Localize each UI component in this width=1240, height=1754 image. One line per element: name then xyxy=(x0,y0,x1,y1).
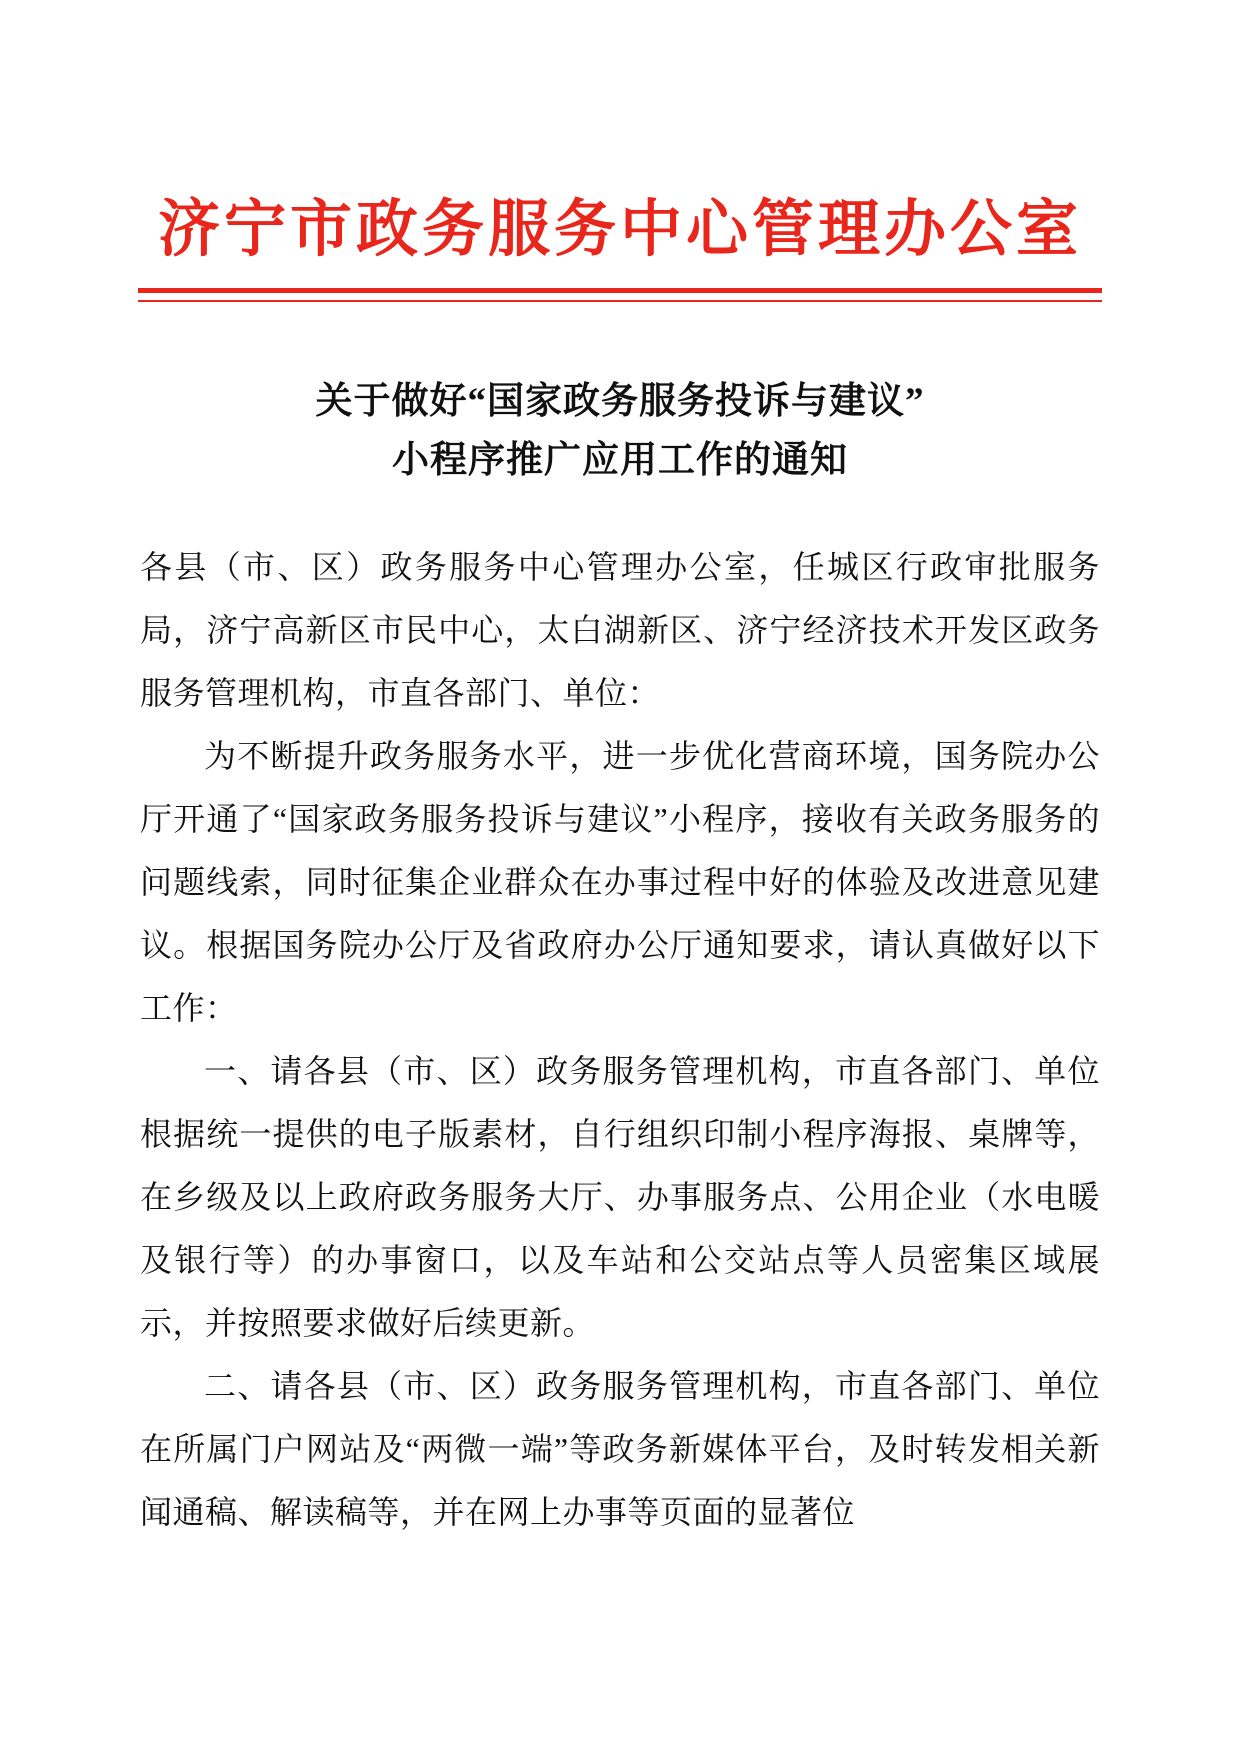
document-title xyxy=(138,372,1102,490)
background-paragraph: 为不断提升政务服务水平，进一步优化营商环境，国务院办公厅开通了“国家政务服务投诉与建议”小程序，接收有关政务服务的问题线索，同时征集企业群众在办事过程中好的体验及改进意见建议。根据国务院办公厅及省政府办公厅通知要求，请认真做好以下工作： xyxy=(140,738,1100,1026)
document-body xyxy=(140,536,1100,1544)
document-title-line-2: 小程序推广应用工作的通知 xyxy=(392,440,848,482)
document-title-line-1: 关于做好“国家政务服务投诉与建议” xyxy=(315,381,925,422)
item-one-paragraph: 一、请各县（市、区）政务服务管理机构，市直各部门、单位根据统一提供的电子版素材，自行组织印制小程序海报、桌牌等，在乡级及以上政府政务服务大厅、办事服务点、公用企业（水电暖及银行等）的办事窗口，以及车站和公交站点等人员密集区域展示，并按照要求做好后续更新。 xyxy=(140,1053,1100,1341)
recipients-paragraph: 各县（市、区）政务服务中心管理办公室，任城区行政审批服务局，济宁高新区市民中心，太白湖新区、济宁经济技术开发区政务服务管理机构，市直各部门、单位： xyxy=(140,549,1100,711)
letterhead-rule-thin xyxy=(138,300,1102,302)
letterhead xyxy=(0,196,1240,264)
letterhead-rule-thick xyxy=(138,288,1102,293)
item-two-paragraph: 二、请各县（市、区）政务服务管理机构，市直各部门、单位在所属门户网站及“两微一端”等政务新媒体平台，及时转发相关新闻通稿、解读稿等，并在网上办事等页面的显著位 xyxy=(140,1368,1100,1530)
letterhead-organization: 济宁市政务服务中心管理办公室 xyxy=(157,196,1082,264)
